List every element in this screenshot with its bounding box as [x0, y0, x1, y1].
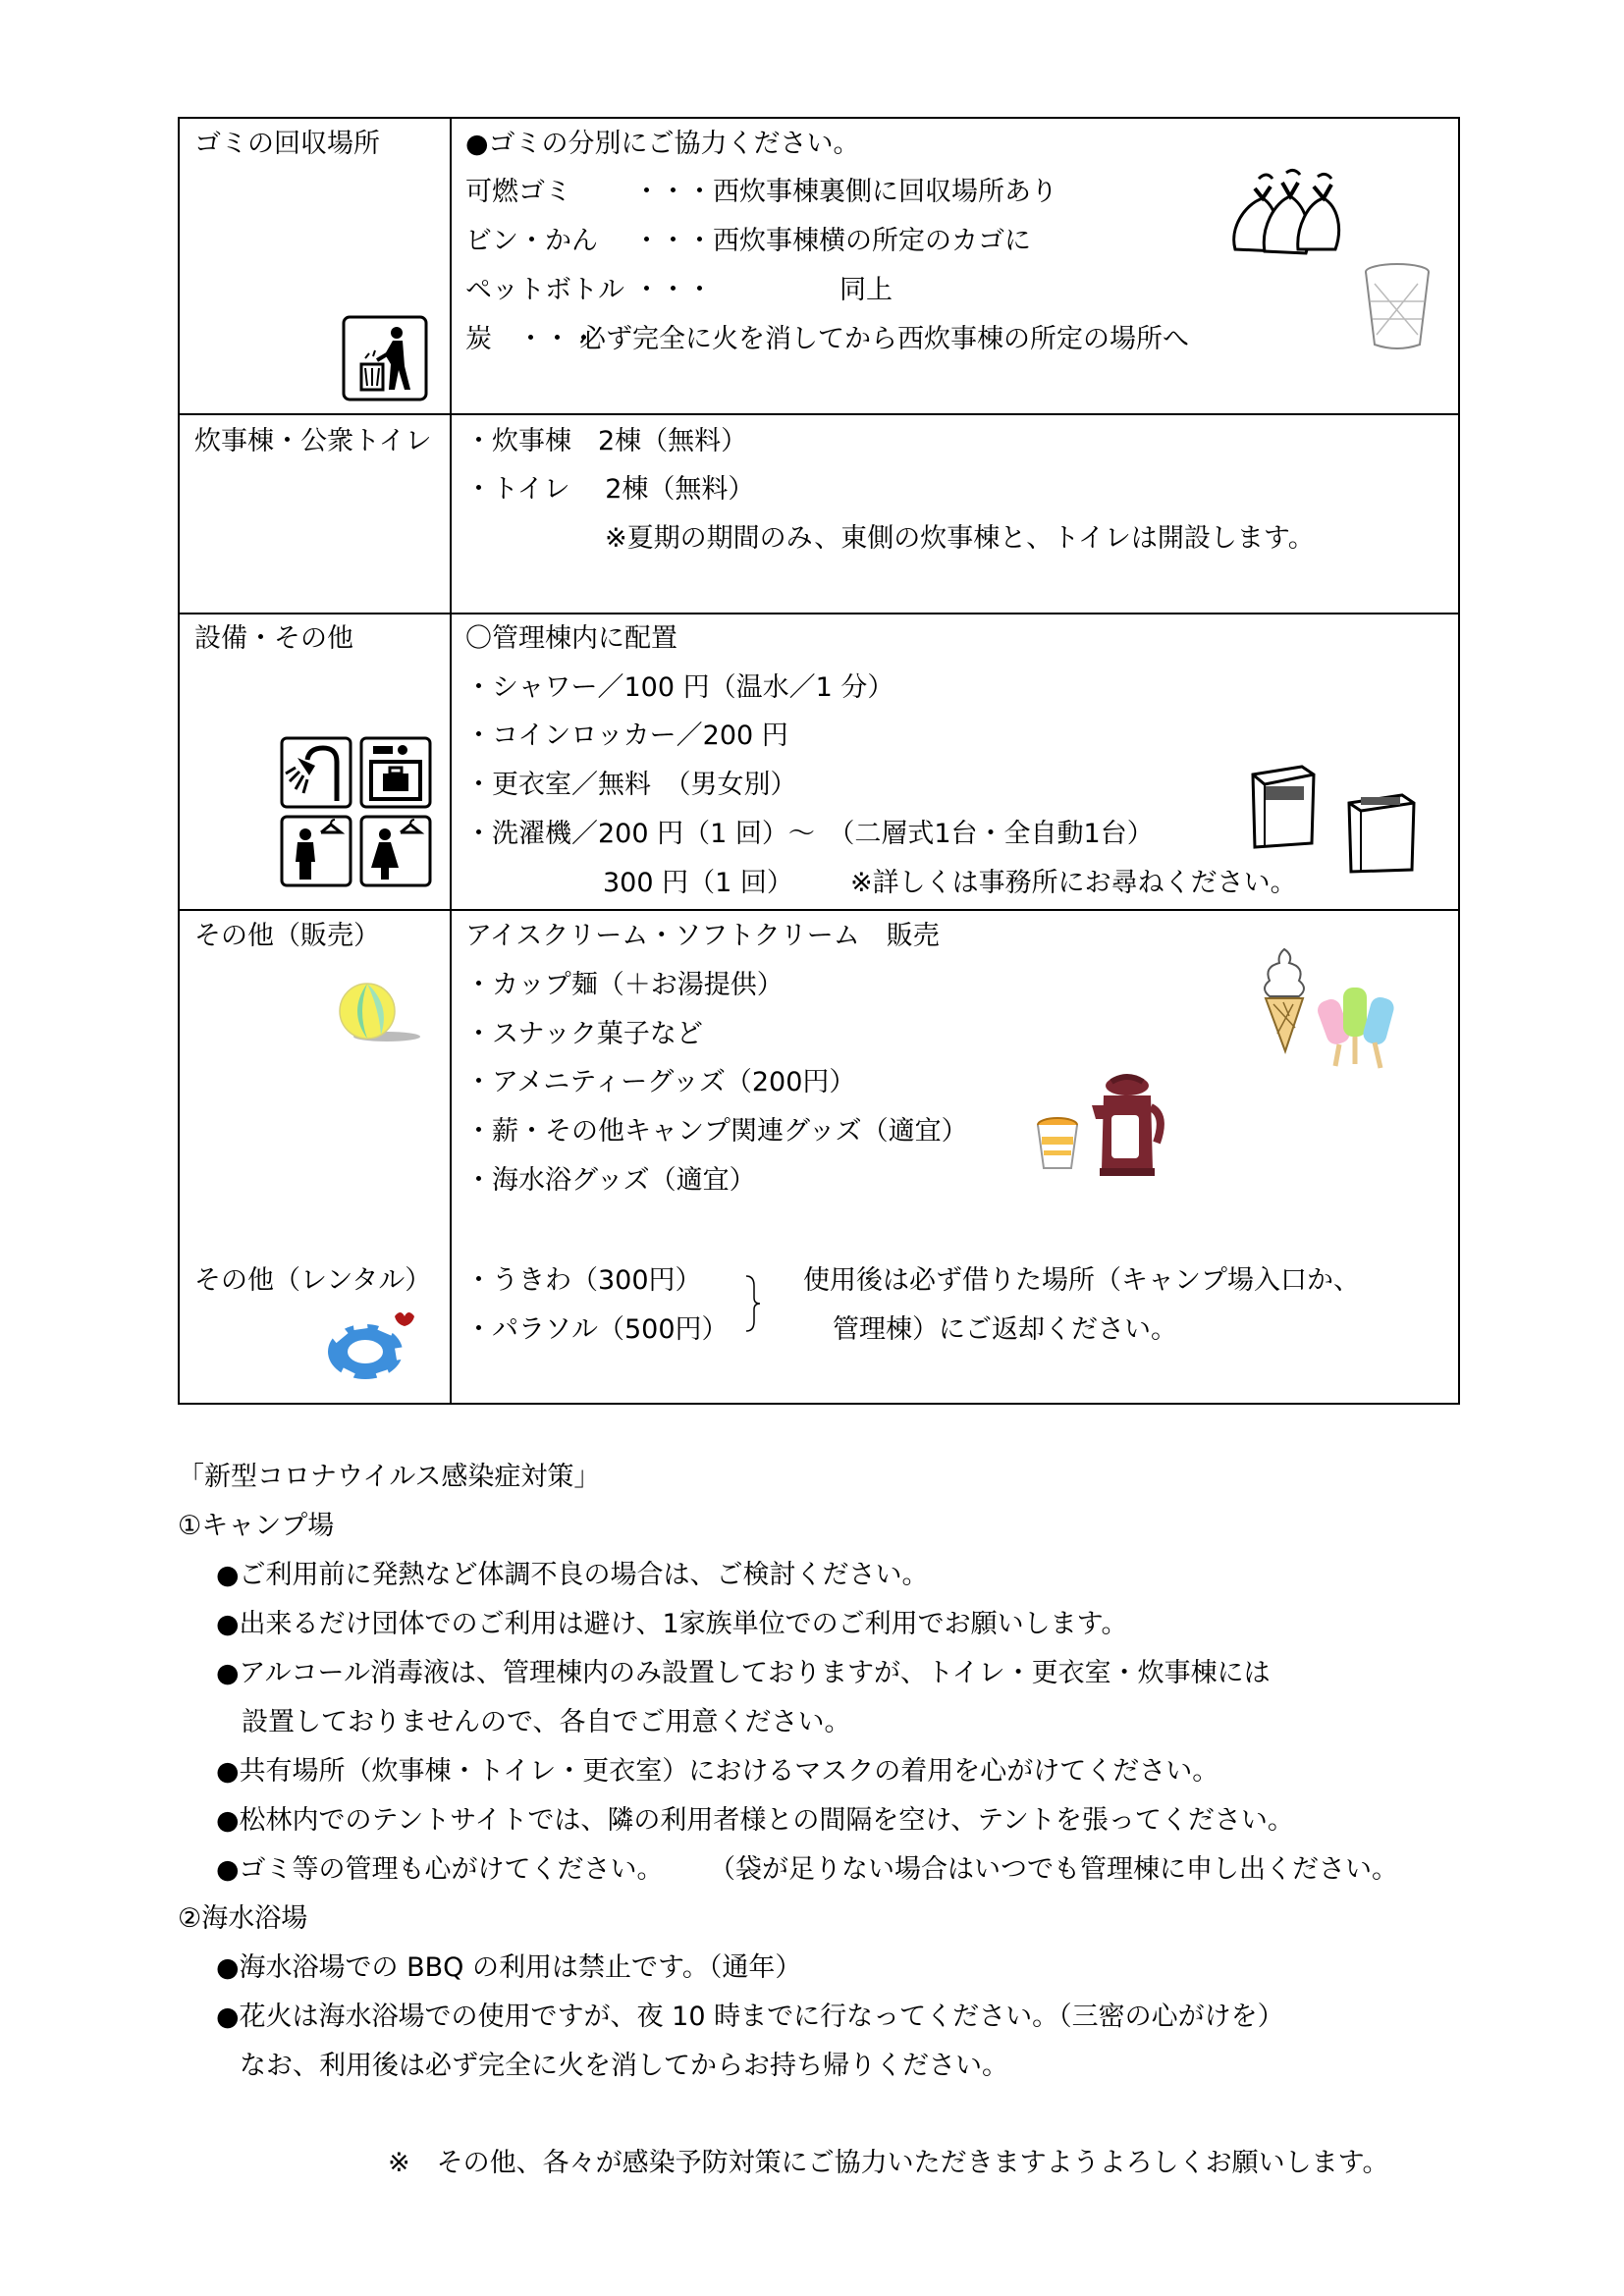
facility-line: 〇管理棟内に配置 — [465, 623, 677, 654]
camp-item: 設置しておりませんので、各自でご用意ください。 — [242, 1707, 851, 1737]
washing-machine-icon — [1345, 787, 1418, 876]
rental-note: 使用後は必ず借りた場所（キャンプ場入口か、 — [803, 1265, 1360, 1296]
kitchen-line: ・炊事棟 2棟（無料） — [465, 426, 748, 456]
sales-line: ・カップ麺（＋お湯提供） — [465, 970, 784, 1000]
camp-item: ●出来るだけ団体でのご利用は避け、1家族単位でのご利用でお願いします。 — [216, 1609, 1128, 1639]
rental-line: ・パラソル（500円） — [465, 1314, 729, 1345]
camp-item: ●共有場所（炊事棟・トイレ・更衣室）におけるマスクの着用を心がけてください。 — [216, 1756, 1219, 1787]
soft-cream-icon — [1260, 945, 1309, 1053]
camp-item: ●松林内でのテントサイトでは、隣の利用者様との間隔を空け、テントを張ってください。 — [216, 1805, 1294, 1836]
washing-machine-icon — [1247, 761, 1318, 851]
covid-title: 「新型コロナウイルス感染症対策」 — [178, 1462, 601, 1492]
camp-heading: ①キャンプ場 — [178, 1511, 335, 1541]
row-label-rental: その他（レンタル） — [194, 1265, 432, 1296]
garbage-rule: ・・・西炊事棟裏側に回収場所あり — [633, 177, 1057, 207]
closing-note: ※ その他、各々が感染予防対策にご協力いただきますようよろしくお願いします。 — [388, 2148, 1389, 2178]
changing-room-male-icon — [280, 815, 352, 887]
table-column-divider — [450, 117, 452, 1405]
garbage-dots: ・・・ — [633, 275, 713, 305]
rental-note: 管理棟）にご返却ください。 — [833, 1314, 1177, 1345]
thermo-pot-icon — [1088, 1072, 1168, 1180]
beach-ball-icon — [338, 982, 422, 1044]
beach-item: ●花火は海水浴場での使用ですが、夜 10 時までに行なってください。（三密の心がけを） — [216, 2002, 1284, 2032]
garbage-type: ペットボトル — [465, 275, 624, 305]
sales-line: ・海水浴グッズ（適宜） — [465, 1165, 756, 1196]
garbage-rule: 同上 — [839, 275, 893, 305]
row-label-garbage: ゴミの回収場所 — [194, 129, 380, 159]
facility-line: ・洗濯機／200 円（1 回）～ （二層式1台・全自動1台） — [465, 819, 1154, 849]
table-row-divider — [178, 413, 1460, 415]
row-label-kitchen: 炊事棟・公衆トイレ — [194, 426, 432, 456]
kitchen-note: ※夏期の期間のみ、東側の炊事棟と、トイレは開設します。 — [605, 523, 1315, 554]
facility-line: ・シャワー／100 円（温水／1 分） — [465, 672, 894, 703]
beach-item: ●海水浴場での BBQ の利用は禁止です。（通年） — [216, 1952, 802, 1983]
garbage-type: 可燃ゴミ — [465, 177, 571, 207]
table-row-divider — [178, 613, 1460, 614]
row-label-facilities: 設備・その他 — [194, 623, 353, 654]
sales-line: ・アメニティーグッズ（200円） — [465, 1067, 856, 1097]
beach-heading: ②海水浴場 — [178, 1903, 308, 1934]
sales-line: アイスクリーム・ソフトクリーム 販売 — [465, 921, 940, 951]
garbage-rule: ・・・西炊事棟横の所定のカゴに — [633, 226, 1031, 256]
garbage-bags-icon — [1229, 169, 1343, 259]
brace-icon — [744, 1274, 762, 1333]
row-label-sales: その他（販売） — [194, 921, 380, 951]
garbage-dots: ・・・ — [517, 324, 597, 354]
garbage-type: 炭 — [465, 324, 492, 354]
facility-line: ・更衣室／無料 （男女別） — [465, 770, 797, 800]
camp-item: ●ご利用前に発熱など体調不良の場合は、ご検討ください。 — [216, 1560, 929, 1590]
shower-icon — [280, 736, 352, 809]
facility-note: ※詳しくは事務所にお尋ねください。 — [850, 868, 1297, 898]
changing-room-female-icon — [359, 815, 432, 887]
popsicles-icon — [1314, 982, 1402, 1072]
table-row-divider — [178, 909, 1460, 911]
camp-item: ●アルコール消毒液は、管理棟内のみ設置しておりますが、トイレ・更衣室・炊事棟には — [216, 1658, 1271, 1688]
garbage-title: ●ゴミの分別にご協力ください。 — [465, 129, 860, 159]
beach-item: なお、利用後は必ず完全に火を消してからお持ち帰りください。 — [240, 2051, 1008, 2081]
garbage-rule: 必ず完全に火を消してから西炊事棟の所定の場所へ — [579, 324, 1189, 354]
rental-line: ・うきわ（300円） — [465, 1265, 702, 1296]
kitchen-line: ・トイレ 2棟（無料） — [465, 474, 755, 505]
garbage-type: ビン・かん — [465, 226, 598, 256]
coin-locker-icon — [359, 736, 432, 809]
swim-ring-icon — [324, 1305, 422, 1383]
facility-line: ・コインロッカー／200 円 — [465, 721, 788, 751]
facility-line: 300 円（1 回） — [603, 868, 793, 898]
cup-noodle-icon — [1036, 1117, 1079, 1172]
camp-item: ●ゴミ等の管理も心がけてください。 — [216, 1854, 664, 1885]
sales-line: ・スナック菓子など — [465, 1019, 703, 1049]
camp-item-note: （袋が足りない場合はいつでも管理棟に申し出ください。 — [709, 1854, 1398, 1885]
trash-person-icon — [342, 315, 428, 401]
sales-line: ・薪・その他キャンプ関連グッズ（適宜） — [465, 1116, 968, 1147]
wastebasket-icon — [1363, 262, 1432, 352]
